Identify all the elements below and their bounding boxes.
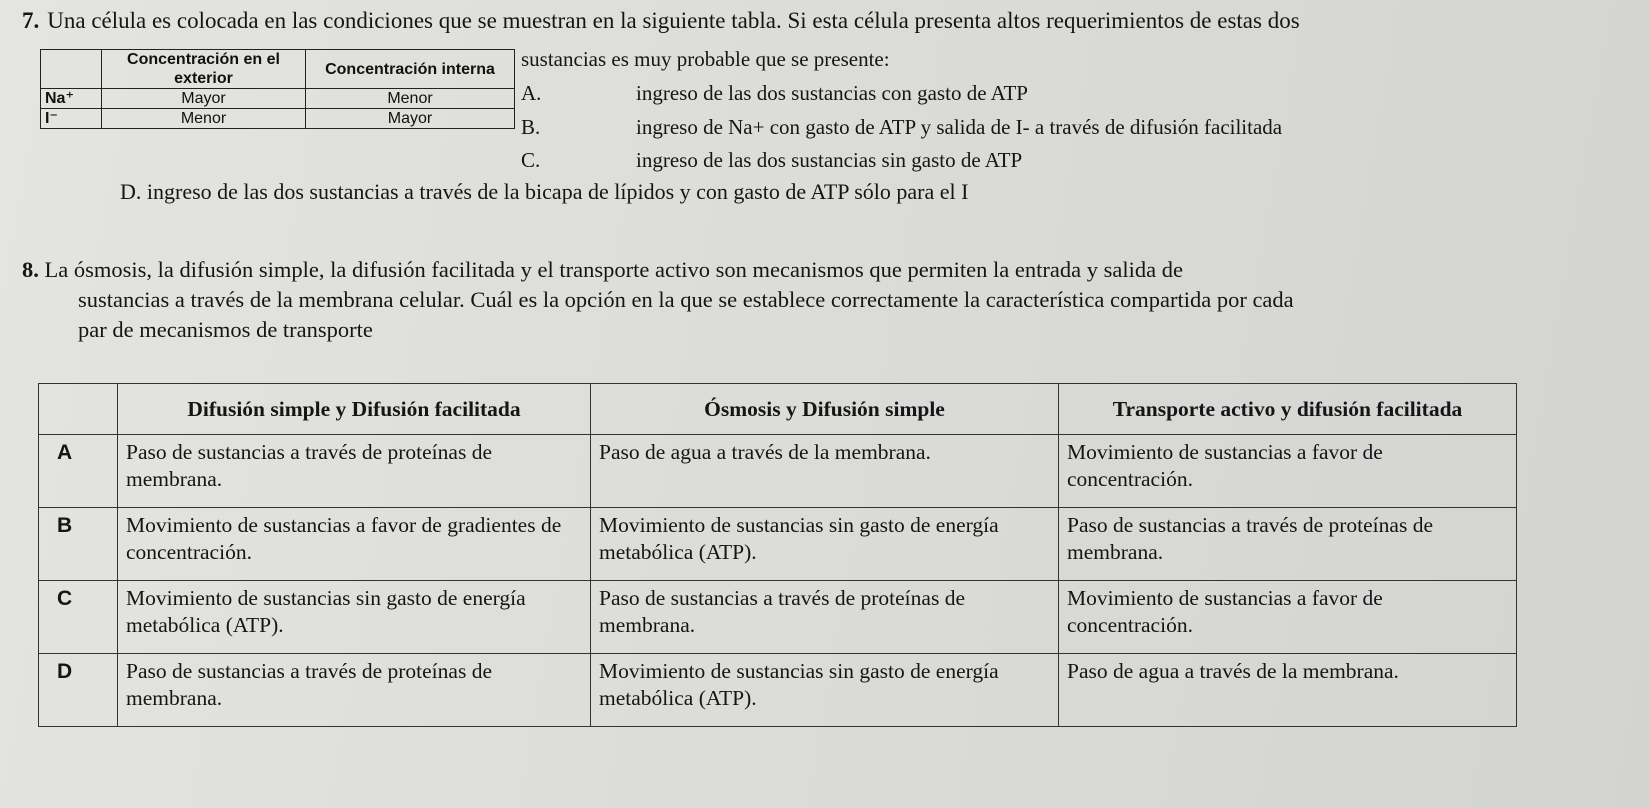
question-8-line3: par de mecanismos de transporte bbox=[78, 317, 373, 342]
table-cell: Movimiento de sustancias sin gasto de energía metabólica (ATP). bbox=[591, 508, 1059, 581]
interna-value: Mayor bbox=[306, 109, 515, 129]
transport-header-blank bbox=[39, 384, 118, 435]
transport-table bbox=[38, 383, 1517, 727]
row-letter: C bbox=[39, 581, 118, 654]
transport-header-row bbox=[39, 384, 1517, 435]
table-row[interactable] bbox=[39, 435, 1517, 508]
ion-label: I⁻ bbox=[41, 109, 102, 129]
concentration-table bbox=[40, 49, 515, 129]
question-8-line2: sustancias a través de la membrana celular. Cuál es la opción en la que se establece correctamente la característica compartida por cada bbox=[78, 287, 1294, 312]
table-cell: Paso de agua a través de la membrana. bbox=[591, 435, 1059, 508]
ion-label: Na⁺ bbox=[41, 89, 102, 109]
table-cell: Movimiento de sustancias sin gasto de energía metabólica (ATP). bbox=[591, 654, 1059, 727]
transport-header-col1: Difusión simple y Difusión facilitada bbox=[118, 384, 591, 435]
table-cell: Paso de agua a través de la membrana. bbox=[1059, 654, 1517, 727]
table-row[interactable] bbox=[39, 508, 1517, 581]
row-letter: A bbox=[39, 435, 118, 508]
transport-header-col2: Ósmosis y Difusión simple bbox=[591, 384, 1059, 435]
row-letter: B bbox=[39, 508, 118, 581]
concentration-row bbox=[41, 109, 515, 129]
exterior-value: Menor bbox=[102, 109, 306, 129]
table-cell: Paso de sustancias a través de proteínas de membrana. bbox=[591, 581, 1059, 654]
question-8-line1: La ósmosis, la difusión simple, la difusión facilitada y el transporte activo son mecanismos que permiten la entrada y salida de bbox=[44, 257, 1183, 282]
option-letter: B. bbox=[521, 115, 541, 139]
concentration-header-exterior: Concentración en el exterior bbox=[102, 50, 306, 89]
question-7-stem bbox=[22, 8, 1300, 34]
question-7-intro: sustancias es muy probable que se presente: bbox=[521, 47, 890, 71]
option-letter: A. bbox=[521, 81, 542, 105]
row-letter: D bbox=[39, 654, 118, 727]
table-cell: Movimiento de sustancias a favor de gradientes de concentración. bbox=[118, 508, 591, 581]
table-row[interactable] bbox=[39, 581, 1517, 654]
concentration-header-blank bbox=[41, 50, 102, 89]
table-cell: Paso de sustancias a través de proteínas de membrana. bbox=[118, 654, 591, 727]
option-letter: C. bbox=[521, 148, 541, 172]
question-8-number: 8. bbox=[22, 257, 39, 282]
option-text: ingreso de las dos sustancias a través de la bicapa de lípidos y con gasto de ATP sólo para el I bbox=[146, 179, 969, 204]
option-text: ingreso de Na+ con gasto de ATP y salida de I- a través de difusión facilitada bbox=[636, 115, 1283, 139]
table-cell: Movimiento de sustancias a favor de concentración. bbox=[1059, 581, 1517, 654]
transport-header-col3: Transporte activo y difusión facilitada bbox=[1059, 384, 1517, 435]
question-7-line1: Una célula es colocada en las condiciones que se muestran en la siguiente tabla. Si esta célula presenta altos requerimientos de estas dos bbox=[47, 8, 1300, 33]
table-cell: Movimiento de sustancias sin gasto de energía metabólica (ATP). bbox=[118, 581, 591, 654]
concentration-header-row bbox=[41, 50, 515, 89]
option-text: ingreso de las dos sustancias con gasto de ATP bbox=[636, 81, 1028, 105]
table-row[interactable] bbox=[39, 654, 1517, 727]
option-d[interactable] bbox=[120, 179, 968, 205]
question-8-stem bbox=[22, 255, 1602, 345]
option-letter: D. bbox=[120, 179, 142, 204]
question-7-number: 7. bbox=[22, 8, 40, 33]
table-cell: Paso de sustancias a través de proteínas de membrana. bbox=[1059, 508, 1517, 581]
concentration-header-interna: Concentración interna bbox=[306, 50, 515, 89]
exterior-value: Mayor bbox=[102, 89, 306, 109]
option-text: ingreso de las dos sustancias sin gasto de ATP bbox=[636, 148, 1023, 172]
table-cell: Movimiento de sustancias a favor de concentración. bbox=[1059, 435, 1517, 508]
concentration-row bbox=[41, 89, 515, 109]
interna-value: Menor bbox=[306, 89, 515, 109]
table-cell: Paso de sustancias a través de proteínas de membrana. bbox=[118, 435, 591, 508]
